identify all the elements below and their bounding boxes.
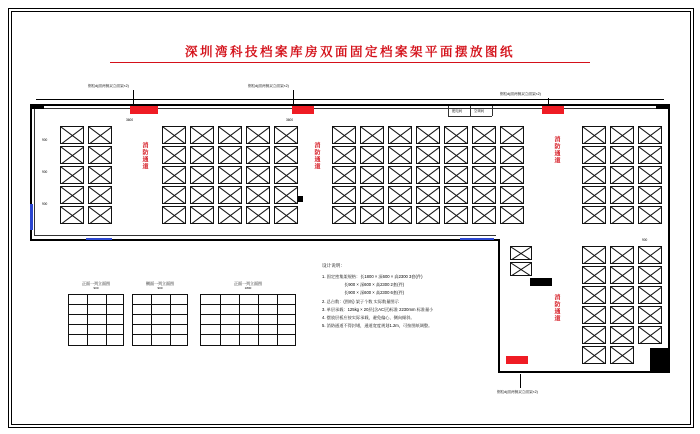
note-line-4: 2. 总台数：(图纸) 架子个数 实际数量图示: [322, 298, 399, 304]
wall-bottom-right: [498, 371, 670, 373]
floor-plan: [30, 98, 670, 380]
door-strip-3: [30, 204, 33, 230]
elevation-2-caption: 侧面一列立面图: [146, 281, 174, 286]
door-strip-1: [86, 238, 112, 241]
wall-right: [668, 104, 670, 373]
wall-inner-bottom: [34, 235, 496, 236]
note-line-5: 3. 单层承载：125kg × 20层(含AC层)标准 2230mm 标准量小: [322, 306, 434, 312]
elevation-1-caption: 正面一列立面图: [82, 281, 110, 286]
elevation-3: [200, 281, 296, 346]
elevation-2-width: 900: [157, 286, 163, 290]
corridor-label-c: 消防通道: [553, 136, 559, 164]
elevation-3-caption: 正面一列立面图: [234, 281, 262, 286]
notes-heading: 设计说明：: [322, 263, 345, 268]
room-divider-3: [492, 106, 493, 116]
room-tag-1: 配电间: [452, 109, 463, 113]
wall-inner-left: [34, 108, 35, 235]
corridor-label-a: 消防通道: [141, 142, 147, 170]
room-divider-1: [448, 106, 449, 116]
callout-top-right-1: 钢柱d(面两侧双立面架×2): [500, 92, 541, 96]
column-block-2: [656, 104, 670, 109]
dim-top-1: 3600: [126, 118, 134, 122]
red-marker-3: [542, 106, 564, 114]
red-marker-4: [506, 356, 528, 364]
title-underline: [110, 62, 590, 63]
room-divider-2: [470, 106, 471, 116]
page-title: 深圳湾科技档案库房双面固定档案架平面摆放图纸: [184, 45, 515, 59]
wall-inner-top: [34, 108, 666, 109]
note-line-1: 1. 固定密集架规格：长1800 × 深600 × 高2300 3套(件): [322, 273, 423, 279]
note-line-3: 长900 × 深600 × 高2300 6套(件): [344, 290, 405, 296]
dim-right-1: 900: [642, 238, 648, 242]
note-line-6: 4. 摆放层板应按实际承载，避免偏心、侧向倾斜。: [322, 314, 415, 320]
red-marker-2: [292, 106, 314, 114]
elevation-1-width: 900: [93, 286, 99, 290]
notes-block: [322, 262, 552, 330]
door-strip-2: [460, 238, 494, 241]
corridor-label-b: 消防通道: [313, 142, 319, 170]
red-marker-1: [130, 106, 158, 114]
callout-top-left-2: 钢柱d(面两侧双立面架×2): [248, 84, 289, 88]
dim-top-2: 3600: [286, 118, 294, 122]
note-line-2: 长900 × 深600 × 高2300 2套(件): [344, 282, 405, 288]
dimension-line-top: [36, 99, 664, 100]
dim-left-2: 900: [42, 170, 48, 174]
column-block-1: [30, 104, 44, 109]
callout-bottom-right: 钢柱d(面两侧双立面架×2): [497, 390, 538, 394]
room-divider-4: [448, 116, 492, 117]
wall-top: [30, 104, 670, 106]
elevation-3-width: 1800: [244, 286, 252, 290]
note-line-7: 5. 消防通道不得封堵，通道宽度规划1.2m，可按图纸调整。: [322, 323, 433, 329]
elevation-2: [132, 281, 188, 346]
callout-top-left-1: 钢柱d(面两侧双立面架×2): [88, 84, 129, 88]
elevation-1: [68, 281, 124, 346]
column-block-3: [650, 348, 670, 372]
dim-left-1: 900: [42, 138, 48, 142]
column-block-6: [298, 196, 303, 202]
corridor-label-d: 消防通道: [553, 294, 559, 322]
room-tag-2: 空调间: [474, 109, 485, 113]
dim-left-3: 900: [42, 202, 48, 206]
